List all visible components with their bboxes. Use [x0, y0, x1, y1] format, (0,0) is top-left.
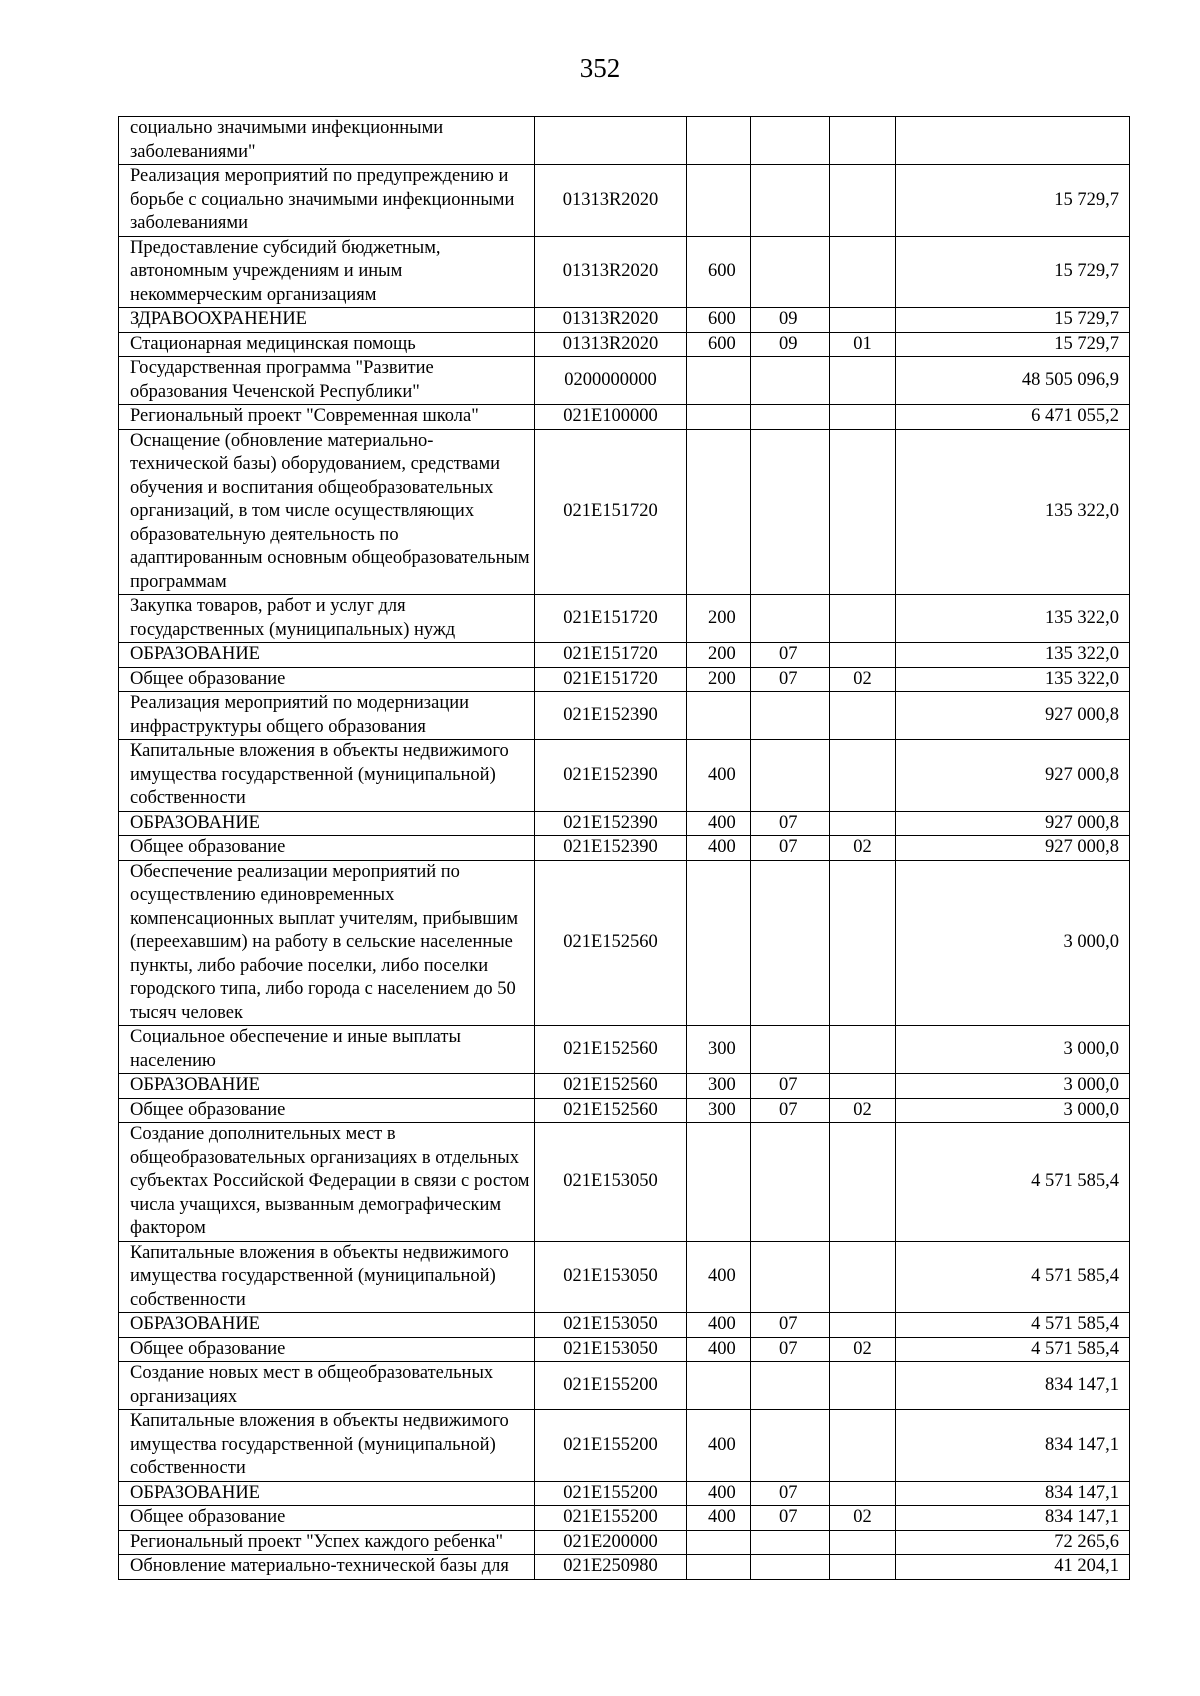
row-section-cell: 07 — [751, 1313, 830, 1338]
row-amount-cell: 3 000,0 — [896, 1074, 1130, 1099]
row-section-cell — [751, 117, 830, 165]
row-subsection-cell — [830, 429, 896, 595]
row-expense-type-cell — [687, 357, 751, 405]
row-name-cell: Капитальные вложения в объекты недвижимого имущества государственной (муниципальной) собственности — [119, 1241, 535, 1313]
row-name-cell: Закупка товаров, работ и услуг для государственных (муниципальных) нужд — [119, 595, 535, 643]
table-row — [119, 1362, 1130, 1410]
row-subsection-cell — [830, 1481, 896, 1506]
row-code-cell: 0200000000 — [535, 357, 687, 405]
budget-table — [118, 116, 1130, 1580]
row-expense-type-cell: 200 — [687, 667, 751, 692]
row-amount-cell: 927 000,8 — [896, 811, 1130, 836]
row-subsection-cell: 02 — [830, 667, 896, 692]
table-row — [119, 1241, 1130, 1313]
table-row — [119, 1530, 1130, 1555]
row-name-cell: ОБРАЗОВАНИЕ — [119, 1313, 535, 1338]
row-code-cell: 021E152390 — [535, 740, 687, 812]
row-amount-cell: 4 571 585,4 — [896, 1313, 1130, 1338]
row-code-cell: 01313R2020 — [535, 165, 687, 237]
row-code-cell: 021E152560 — [535, 1026, 687, 1074]
row-section-cell — [751, 236, 830, 308]
row-subsection-cell — [830, 1410, 896, 1482]
row-section-cell — [751, 740, 830, 812]
row-expense-type-cell: 200 — [687, 595, 751, 643]
row-subsection-cell — [830, 643, 896, 668]
row-subsection-cell: 02 — [830, 1506, 896, 1531]
row-expense-type-cell: 300 — [687, 1074, 751, 1099]
row-amount-cell: 927 000,8 — [896, 836, 1130, 861]
row-subsection-cell — [830, 595, 896, 643]
row-expense-type-cell: 200 — [687, 643, 751, 668]
row-section-cell — [751, 1362, 830, 1410]
row-expense-type-cell — [687, 1123, 751, 1242]
row-amount-cell: 4 571 585,4 — [896, 1337, 1130, 1362]
row-amount-cell: 15 729,7 — [896, 332, 1130, 357]
table-row — [119, 836, 1130, 861]
row-subsection-cell — [830, 740, 896, 812]
row-expense-type-cell — [687, 860, 751, 1026]
row-code-cell: 021E155200 — [535, 1362, 687, 1410]
row-expense-type-cell — [687, 117, 751, 165]
row-section-cell: 07 — [751, 1074, 830, 1099]
row-code-cell: 021E155200 — [535, 1506, 687, 1531]
row-expense-type-cell: 400 — [687, 1241, 751, 1313]
row-name-cell: Капитальные вложения в объекты недвижимого имущества государственной (муниципальной) собственности — [119, 1410, 535, 1482]
row-expense-type-cell: 400 — [687, 740, 751, 812]
row-expense-type-cell: 400 — [687, 811, 751, 836]
row-name-cell: Общее образование — [119, 1098, 535, 1123]
table-row — [119, 117, 1130, 165]
table-row — [119, 165, 1130, 237]
row-name-cell: Создание дополнительных мест в общеобразовательных организациях в отдельных субъектах Российской Федерации в связи с ростом числа учащихся, вызванным демографическим фактором — [119, 1123, 535, 1242]
row-expense-type-cell — [687, 405, 751, 430]
table-row — [119, 1123, 1130, 1242]
row-subsection-cell — [830, 692, 896, 740]
row-code-cell: 021E152560 — [535, 1098, 687, 1123]
row-code-cell: 021E152390 — [535, 811, 687, 836]
row-section-cell: 07 — [751, 811, 830, 836]
table-row — [119, 811, 1130, 836]
row-code-cell: 021E100000 — [535, 405, 687, 430]
row-expense-type-cell: 300 — [687, 1098, 751, 1123]
row-name-cell: Социальное обеспечение и иные выплаты населению — [119, 1026, 535, 1074]
row-section-cell — [751, 165, 830, 237]
table-row — [119, 1026, 1130, 1074]
row-code-cell: 021E152560 — [535, 1074, 687, 1099]
row-name-cell: Региональный проект "Успех каждого ребенка" — [119, 1530, 535, 1555]
row-amount-cell: 135 322,0 — [896, 667, 1130, 692]
row-expense-type-cell: 300 — [687, 1026, 751, 1074]
row-subsection-cell: 02 — [830, 1098, 896, 1123]
row-expense-type-cell — [687, 165, 751, 237]
row-code-cell: 021E151720 — [535, 667, 687, 692]
row-name-cell: ОБРАЗОВАНИЕ — [119, 1481, 535, 1506]
table-row — [119, 1313, 1130, 1338]
row-name-cell: Реализация мероприятий по модернизации инфраструктуры общего образования — [119, 692, 535, 740]
row-amount-cell: 4 571 585,4 — [896, 1123, 1130, 1242]
row-name-cell: социально значимыми инфекционными заболеваниями" — [119, 117, 535, 165]
row-section-cell — [751, 860, 830, 1026]
row-section-cell: 09 — [751, 332, 830, 357]
row-name-cell: ОБРАЗОВАНИЕ — [119, 643, 535, 668]
row-code-cell: 01313R2020 — [535, 308, 687, 333]
budget-table-body — [119, 117, 1130, 1580]
table-row — [119, 1098, 1130, 1123]
row-section-cell — [751, 429, 830, 595]
row-amount-cell: 834 147,1 — [896, 1506, 1130, 1531]
row-section-cell — [751, 1555, 830, 1580]
row-amount-cell: 834 147,1 — [896, 1362, 1130, 1410]
row-code-cell: 021E152390 — [535, 836, 687, 861]
table-row — [119, 1410, 1130, 1482]
row-code-cell: 021E153050 — [535, 1123, 687, 1242]
row-section-cell — [751, 1026, 830, 1074]
row-expense-type-cell — [687, 1530, 751, 1555]
row-subsection-cell — [830, 236, 896, 308]
row-subsection-cell — [830, 1362, 896, 1410]
table-row — [119, 595, 1130, 643]
row-subsection-cell — [830, 165, 896, 237]
row-name-cell: Общее образование — [119, 1337, 535, 1362]
row-subsection-cell — [830, 117, 896, 165]
row-name-cell: ОБРАЗОВАНИЕ — [119, 811, 535, 836]
row-code-cell: 021E155200 — [535, 1410, 687, 1482]
table-row — [119, 405, 1130, 430]
row-amount-cell — [896, 117, 1130, 165]
row-name-cell: Капитальные вложения в объекты недвижимого имущества государственной (муниципальной) собственности — [119, 740, 535, 812]
table-row — [119, 236, 1130, 308]
row-expense-type-cell: 400 — [687, 1410, 751, 1482]
row-subsection-cell — [830, 405, 896, 430]
row-amount-cell: 4 571 585,4 — [896, 1241, 1130, 1313]
row-expense-type-cell — [687, 429, 751, 595]
row-name-cell: Общее образование — [119, 836, 535, 861]
row-expense-type-cell: 400 — [687, 1506, 751, 1531]
row-section-cell: 07 — [751, 1481, 830, 1506]
row-name-cell: ОБРАЗОВАНИЕ — [119, 1074, 535, 1099]
row-name-cell: ЗДРАВООХРАНЕНИЕ — [119, 308, 535, 333]
table-row — [119, 1337, 1130, 1362]
row-code-cell: 021E155200 — [535, 1481, 687, 1506]
row-expense-type-cell: 600 — [687, 236, 751, 308]
row-name-cell: Общее образование — [119, 1506, 535, 1531]
table-row — [119, 1555, 1130, 1580]
row-section-cell — [751, 1241, 830, 1313]
row-name-cell: Предоставление субсидий бюджетным, автономным учреждениям и иным некоммерческим организациям — [119, 236, 535, 308]
row-expense-type-cell: 600 — [687, 308, 751, 333]
row-subsection-cell — [830, 811, 896, 836]
row-expense-type-cell — [687, 692, 751, 740]
row-code-cell: 021E200000 — [535, 1530, 687, 1555]
row-section-cell — [751, 595, 830, 643]
row-code-cell: 021E151720 — [535, 429, 687, 595]
row-code-cell: 01313R2020 — [535, 332, 687, 357]
row-code-cell: 021E152390 — [535, 692, 687, 740]
row-section-cell — [751, 357, 830, 405]
row-subsection-cell: 01 — [830, 332, 896, 357]
row-section-cell — [751, 1410, 830, 1482]
row-amount-cell: 15 729,7 — [896, 165, 1130, 237]
row-amount-cell: 15 729,7 — [896, 236, 1130, 308]
table-row — [119, 1074, 1130, 1099]
row-name-cell: Государственная программа "Развитие образования Чеченской Республики" — [119, 357, 535, 405]
row-amount-cell: 6 471 055,2 — [896, 405, 1130, 430]
table-row — [119, 308, 1130, 333]
row-amount-cell: 927 000,8 — [896, 692, 1130, 740]
row-subsection-cell — [830, 1555, 896, 1580]
row-name-cell: Обеспечение реализации мероприятий по осуществлению единовременных компенсационных выплат учителям, прибывшим (переехавшим) на работу в сельские населенные пункты, либо рабочие поселки, либо поселки городского типа, либо города с населением до 50 тысяч человек — [119, 860, 535, 1026]
row-expense-type-cell — [687, 1555, 751, 1580]
row-name-cell: Обновление материально-технической базы для — [119, 1555, 535, 1580]
row-name-cell: Создание новых мест в общеобразовательных организациях — [119, 1362, 535, 1410]
row-expense-type-cell: 400 — [687, 1313, 751, 1338]
row-name-cell: Оснащение (обновление материально-технической базы) оборудованием, средствами обучения и воспитания общеобразовательных организаций, в том числе осуществляющих образовательную деятельность по адаптированным основным общеобразовательным программам — [119, 429, 535, 595]
row-section-cell — [751, 1530, 830, 1555]
row-name-cell: Реализация мероприятий по предупреждению и борьбе с социально значимыми инфекционными заболеваниями — [119, 165, 535, 237]
row-amount-cell: 72 265,6 — [896, 1530, 1130, 1555]
row-amount-cell: 834 147,1 — [896, 1410, 1130, 1482]
row-amount-cell: 135 322,0 — [896, 643, 1130, 668]
row-subsection-cell — [830, 357, 896, 405]
row-section-cell: 07 — [751, 1098, 830, 1123]
row-name-cell: Общее образование — [119, 667, 535, 692]
row-subsection-cell: 02 — [830, 836, 896, 861]
row-expense-type-cell: 600 — [687, 332, 751, 357]
row-subsection-cell: 02 — [830, 1337, 896, 1362]
table-row — [119, 643, 1130, 668]
row-subsection-cell — [830, 1313, 896, 1338]
row-amount-cell: 3 000,0 — [896, 1026, 1130, 1074]
row-subsection-cell — [830, 860, 896, 1026]
row-code-cell — [535, 117, 687, 165]
row-amount-cell: 135 322,0 — [896, 429, 1130, 595]
row-subsection-cell — [830, 308, 896, 333]
row-amount-cell: 927 000,8 — [896, 740, 1130, 812]
row-section-cell — [751, 1123, 830, 1242]
page-number: 352 — [579, 53, 621, 83]
row-section-cell: 07 — [751, 1337, 830, 1362]
table-row — [119, 692, 1130, 740]
row-subsection-cell — [830, 1123, 896, 1242]
row-amount-cell: 135 322,0 — [896, 595, 1130, 643]
row-section-cell: 07 — [751, 643, 830, 668]
row-code-cell: 021E151720 — [535, 643, 687, 668]
table-row — [119, 860, 1130, 1026]
row-amount-cell: 3 000,0 — [896, 860, 1130, 1026]
row-expense-type-cell: 400 — [687, 1481, 751, 1506]
table-row — [119, 332, 1130, 357]
row-section-cell: 07 — [751, 836, 830, 861]
row-code-cell: 021E153050 — [535, 1337, 687, 1362]
row-code-cell: 021E250980 — [535, 1555, 687, 1580]
row-name-cell: Региональный проект "Современная школа" — [119, 405, 535, 430]
row-code-cell: 01313R2020 — [535, 236, 687, 308]
row-expense-type-cell: 400 — [687, 836, 751, 861]
table-row — [119, 740, 1130, 812]
row-code-cell: 021E153050 — [535, 1313, 687, 1338]
row-subsection-cell — [830, 1026, 896, 1074]
row-subsection-cell — [830, 1530, 896, 1555]
row-amount-cell: 834 147,1 — [896, 1481, 1130, 1506]
row-section-cell: 07 — [751, 667, 830, 692]
row-amount-cell: 15 729,7 — [896, 308, 1130, 333]
row-code-cell: 021E151720 — [535, 595, 687, 643]
table-row — [119, 667, 1130, 692]
table-row — [119, 357, 1130, 405]
row-subsection-cell — [830, 1074, 896, 1099]
row-amount-cell: 41 204,1 — [896, 1555, 1130, 1580]
row-section-cell — [751, 405, 830, 430]
row-amount-cell: 3 000,0 — [896, 1098, 1130, 1123]
table-row — [119, 1506, 1130, 1531]
row-section-cell: 09 — [751, 308, 830, 333]
row-section-cell — [751, 692, 830, 740]
row-name-cell: Стационарная медицинская помощь — [119, 332, 535, 357]
table-row — [119, 1481, 1130, 1506]
row-section-cell: 07 — [751, 1506, 830, 1531]
row-subsection-cell — [830, 1241, 896, 1313]
row-code-cell: 021E152560 — [535, 860, 687, 1026]
row-code-cell: 021E153050 — [535, 1241, 687, 1313]
row-expense-type-cell — [687, 1362, 751, 1410]
row-expense-type-cell: 400 — [687, 1337, 751, 1362]
row-amount-cell: 48 505 096,9 — [896, 357, 1130, 405]
table-row — [119, 429, 1130, 595]
